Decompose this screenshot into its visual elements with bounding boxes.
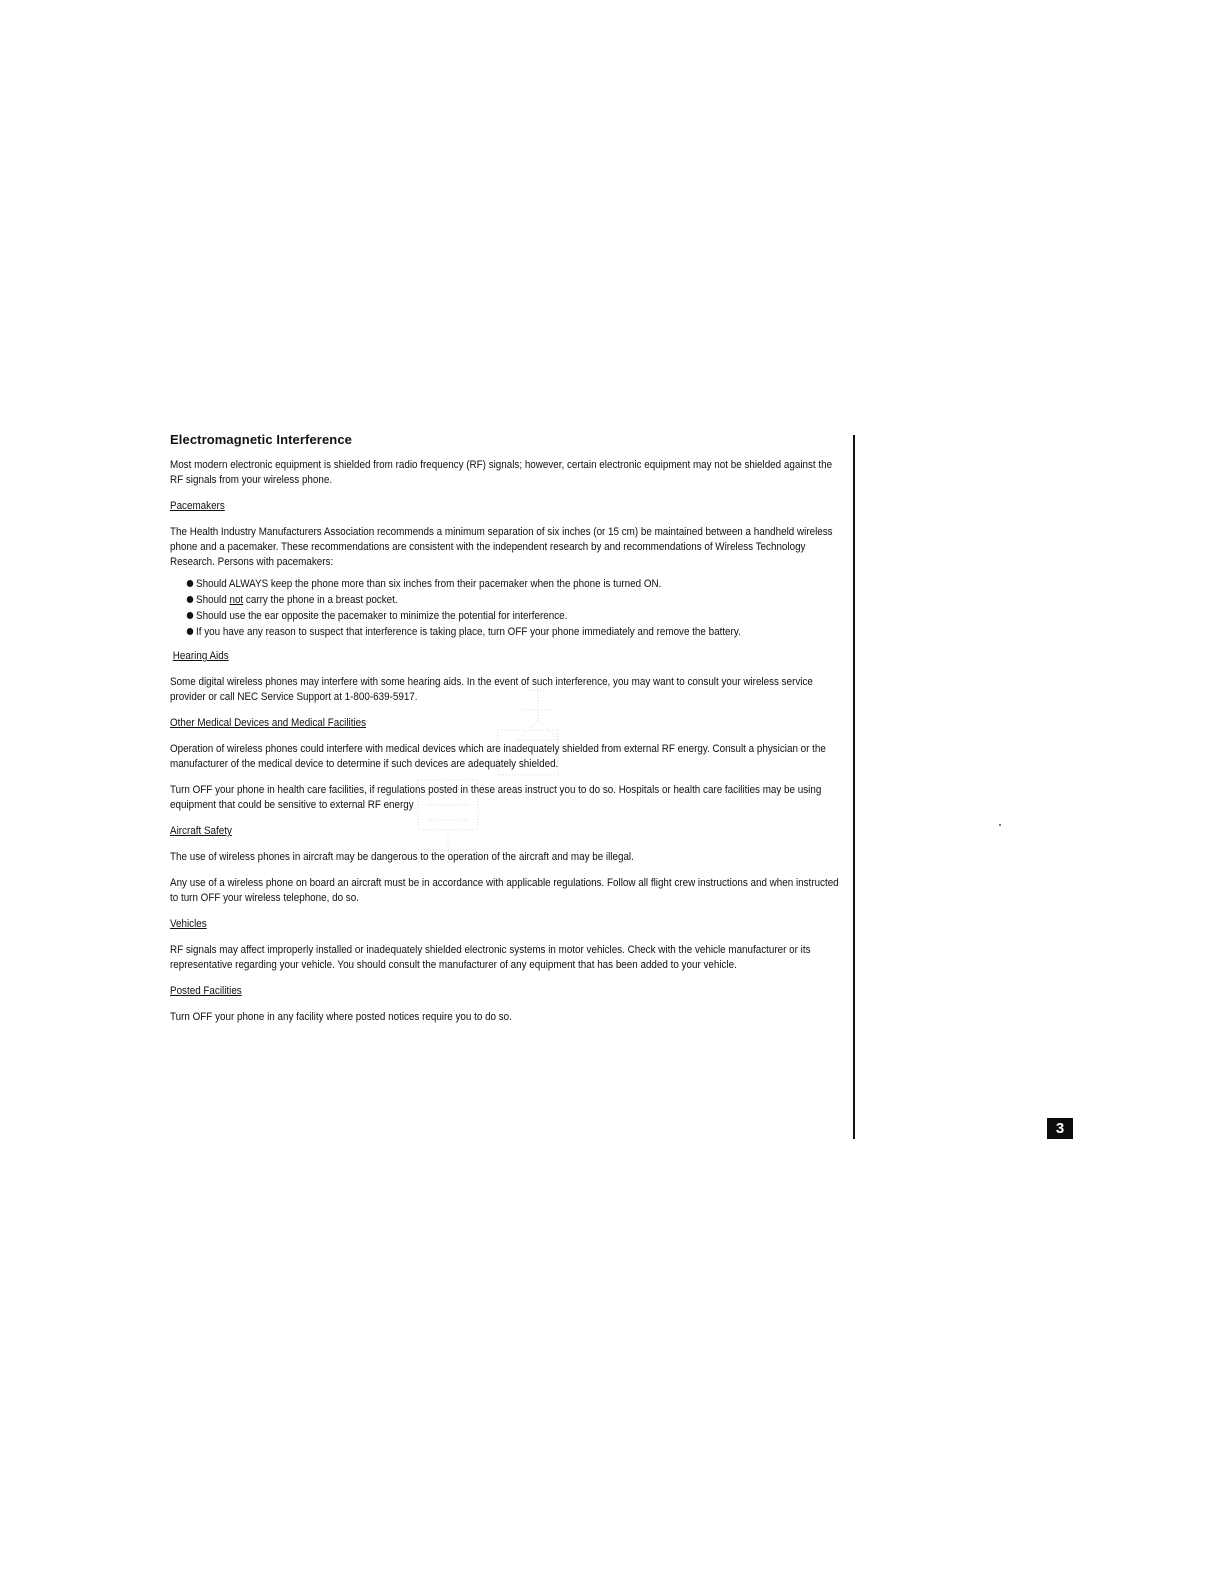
posted-facilities-paragraph: Turn OFF your phone in any facility where posted notices require you to do so. — [170, 1011, 512, 1023]
medical-devices-paragraph-2: Turn OFF your phone in health care facilities, if regulations posted in these areas instruct you to do so. Hospitals or health care facilities may be using equipment that could be sensitive to external RF energy — [170, 784, 822, 811]
medical-devices-paragraph-1: Operation of wireless phones could interfere with medical devices which are inadequately shielded from external RF energy. Consult a physician or the manufacturer of the medical device to determine if such devices are adequately shielded. — [170, 743, 826, 770]
aircraft-safety-heading: Aircraft Safety — [170, 825, 232, 837]
scan-speck — [999, 824, 1001, 826]
list-item — [187, 608, 845, 624]
pacemakers-heading: Pacemakers — [170, 500, 225, 512]
bullet-icon — [187, 612, 194, 619]
bullet-icon — [187, 596, 194, 603]
pacemakers-bullet-list — [170, 576, 845, 640]
page-title: Electromagnetic Interference — [170, 432, 352, 447]
bullet-text: Should ALWAYS keep the phone more than six inches from their pacemaker when the phone is turned ON. — [196, 578, 662, 590]
bullet-text-emphasis: not — [229, 594, 244, 606]
bullet-text: If you have any reason to suspect that interference is taking place, turn OFF your phone immediately and remove the battery. — [196, 626, 741, 638]
hearing-aids-heading: Hearing Aids — [172, 650, 229, 662]
vehicles-heading: Vehicles — [170, 918, 207, 930]
page-content — [170, 432, 846, 1036]
vertical-divider — [853, 435, 855, 1139]
list-item — [187, 576, 845, 592]
posted-facilities-heading: Posted Facilities — [170, 985, 242, 997]
list-item — [187, 624, 845, 640]
intro-paragraph: Most modern electronic equipment is shielded from radio frequency (RF) signals; however, certain electronic equipment may not be shielded against the RF signals from your wireless phone. — [170, 459, 833, 486]
bullet-icon — [187, 628, 194, 635]
bullet-text: Should use the ear opposite the pacemaker to minimize the potential for interference. — [196, 610, 568, 622]
hearing-aids-paragraph: Some digital wireless phones may interfere with some hearing aids. In the event of such interference, you may want to consult your wireless service provider or call NEC Service Support at 1-800-639-5917. — [170, 676, 813, 703]
bullet-icon — [187, 580, 194, 587]
list-item — [187, 592, 845, 608]
bullet-text-pre: Should — [196, 594, 230, 606]
page-number-badge: 3 — [1047, 1118, 1073, 1139]
medical-devices-heading: Other Medical Devices and Medical Facilities — [170, 717, 367, 729]
aircraft-safety-paragraph-2: Any use of a wireless phone on board an aircraft must be in accordance with applicable regulations. Follow all flight crew instructions and when instructed to turn OFF your wireless telephone, do so. — [170, 877, 839, 904]
pacemakers-paragraph: The Health Industry Manufacturers Association recommends a minimum separation of six inches (or 15 cm) be maintained between a handheld wireless phone and a pacemaker. These recommendations are consistent with the independent research by and recommendations of Wireless Technology Research. Persons with pacemakers: — [170, 526, 833, 568]
vehicles-paragraph: RF signals may affect improperly installed or inadequately shielded electronic systems in motor vehicles. Check with the vehicle manufacturer or its representative regarding your vehicle. You should consult the manufacturer of any equipment that has been added to your vehicle. — [170, 944, 811, 971]
bullet-text-post: carry the phone in a breast pocket. — [243, 594, 398, 606]
aircraft-safety-paragraph-1: The use of wireless phones in aircraft may be dangerous to the operation of the aircraft and may be illegal. — [170, 851, 634, 863]
